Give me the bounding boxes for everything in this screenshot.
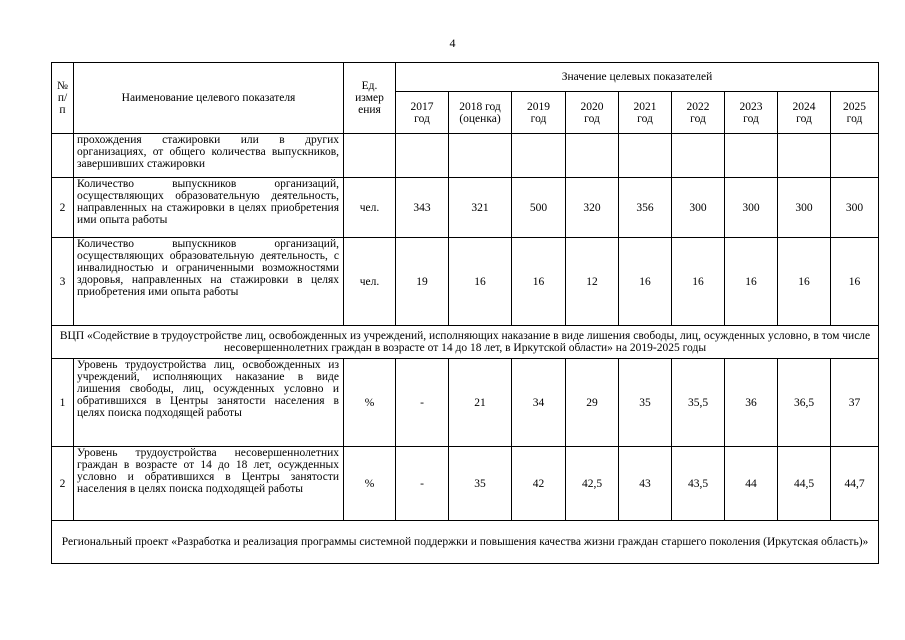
value-cell: 35 [449, 447, 512, 521]
header-year: 2020 год [566, 92, 619, 134]
value-cell: 36 [725, 359, 778, 447]
value-cell: 19 [396, 238, 449, 326]
value-cell: 300 [778, 178, 831, 238]
value-cell: - [396, 359, 449, 447]
header-values-title: Значение целевых показателей [396, 63, 879, 92]
header-unit: Ед. измер ения [344, 63, 396, 134]
header-year: 2025 год [831, 92, 879, 134]
row-unit [344, 134, 396, 178]
value-cell: 321 [449, 178, 512, 238]
section-row [52, 521, 879, 564]
indicator-name: Количество выпускников организаций, осуществляющих образовательную деятельность, с инвалидностью и ограниченными возможностями здоровья, направленных на стажировки в целях приобретения ими опыта работы [74, 238, 344, 326]
section-title: Региональный проект «Разработка и реализация программы системной поддержки и повышения качества жизни граждан старшего поколения (Иркутская область)» [52, 521, 879, 564]
row-num: 2 [52, 447, 74, 521]
row-unit: чел. [344, 178, 396, 238]
section-title: ВЦП «Содействие в трудоустройстве лиц, освобожденных из учреждений, исполняющих наказание в виде лишения свободы, лиц, осужденных условно, в том числе несовершеннолетних граждан в возрасте от 14 до 18 лет, в Иркутской области» на 2019-2025 годы [52, 326, 879, 359]
row-num [52, 134, 74, 178]
value-cell: 343 [396, 178, 449, 238]
row-num: 2 [52, 178, 74, 238]
value-cell: 29 [566, 359, 619, 447]
indicator-name: прохождения стажировки или в других организациях, от общего количества выпускников, завершивших стажировки [74, 134, 344, 178]
value-cell: 44 [725, 447, 778, 521]
row-unit: % [344, 447, 396, 521]
value-cell: 500 [512, 178, 566, 238]
value-cell: 16 [512, 238, 566, 326]
header-year: 2023 год [725, 92, 778, 134]
row-num: 3 [52, 238, 74, 326]
header-num: № п/п [52, 63, 74, 134]
row-num: 1 [52, 359, 74, 447]
indicator-name: Уровень трудоустройства лиц, освобожденных из учреждений, исполняющих наказание в виде лишения свободы, лиц, осужденных условно и обратившихся в Центры занятости населения в целях поиска подходящей работы [74, 359, 344, 447]
row-unit: % [344, 359, 396, 447]
value-cell: 36,5 [778, 359, 831, 447]
value-cell: 320 [566, 178, 619, 238]
value-cell: 34 [512, 359, 566, 447]
row-unit: чел. [344, 238, 396, 326]
value-cell: 12 [566, 238, 619, 326]
table-row [52, 134, 879, 178]
header-year: 2024 год [778, 92, 831, 134]
header-name: Наименование целевого показателя [74, 63, 344, 134]
header-year: 2021 год [619, 92, 672, 134]
value-cell: 42 [512, 447, 566, 521]
value-cell: 44,7 [831, 447, 879, 521]
page-number: 4 [449, 36, 456, 50]
table-row [52, 178, 879, 238]
header-year: 2019 год [512, 92, 566, 134]
header-year: 2017 год [396, 92, 449, 134]
value-cell: 16 [672, 238, 725, 326]
header-year: 2022 год [672, 92, 725, 134]
value-cell: 300 [831, 178, 879, 238]
value-cell: 16 [449, 238, 512, 326]
section-row [52, 326, 879, 359]
value-cell: 300 [725, 178, 778, 238]
value-cell: - [396, 447, 449, 521]
value-cell: 16 [831, 238, 879, 326]
value-cell: 16 [619, 238, 672, 326]
header-year: 2018 год (оценка) [449, 92, 512, 134]
indicator-name: Количество выпускников организаций, осуществляющих образовательную деятельность, направленных на стажировки в целях приобретения ими опыта работы [74, 178, 344, 238]
value-cell: 44,5 [778, 447, 831, 521]
value-cell: 16 [725, 238, 778, 326]
value-cell: 42,5 [566, 447, 619, 521]
table-row [52, 359, 879, 447]
table-row [52, 447, 879, 521]
value-cell: 300 [672, 178, 725, 238]
value-cell: 35,5 [672, 359, 725, 447]
value-cell: 43 [619, 447, 672, 521]
table-row [52, 238, 879, 326]
value-cell: 37 [831, 359, 879, 447]
indicator-name: Уровень трудоустройства несовершеннолетних граждан в возрасте от 14 до 18 лет, осужденных условно и обратившихся в Центры занятости населения в целях поиска подходящей работы [74, 447, 344, 521]
value-cell: 35 [619, 359, 672, 447]
value-cell: 43,5 [672, 447, 725, 521]
target-indicators-table [51, 62, 879, 564]
value-cell: 356 [619, 178, 672, 238]
value-cell: 21 [449, 359, 512, 447]
value-cell: 16 [778, 238, 831, 326]
